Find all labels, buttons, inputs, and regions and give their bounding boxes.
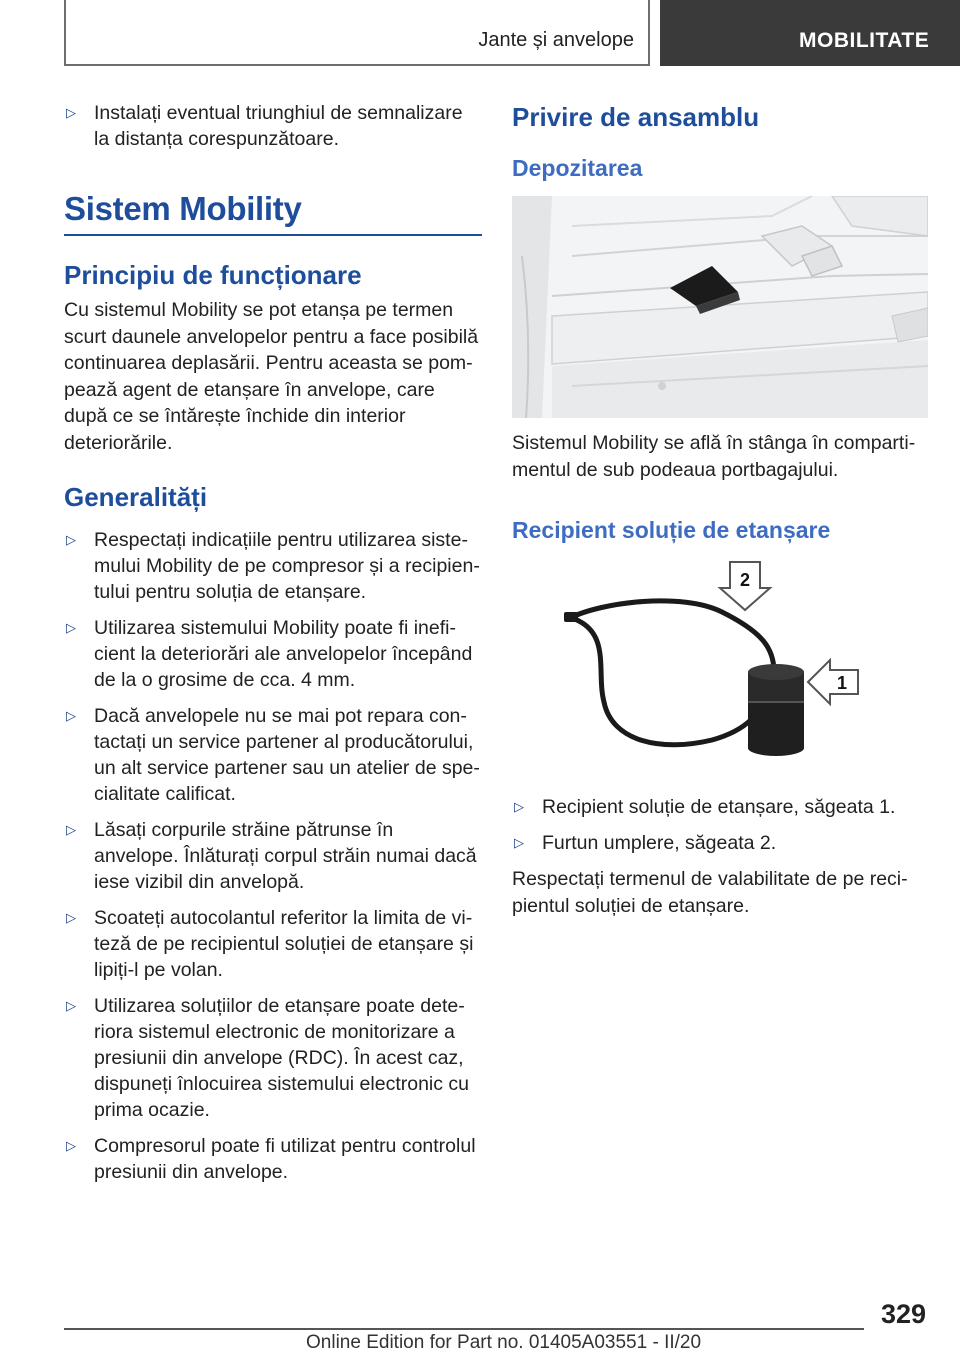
trunk-storage-illustration	[512, 196, 928, 418]
container-bullet	[512, 830, 930, 856]
container-heading: Recipient soluție de etanșare	[512, 517, 831, 543]
general-heading: Generalități	[64, 482, 208, 512]
general-bullet	[64, 1133, 482, 1185]
bullet-triangle-icon: ▷	[514, 835, 524, 850]
container-bullet	[512, 794, 930, 820]
footer-edition: Online Edition for Part no. 01405A03551 - II/20	[306, 1332, 702, 1353]
header-chapter-title: MOBILITATE	[799, 29, 930, 52]
bullet-text: Lăsați corpurile străine pătrunse în anvelope. Înlăturați corpul străin numai dacă iese vizibil din anvelopă.	[94, 819, 477, 893]
bullet-text: Furtun umplere, săgeata 2.	[542, 832, 777, 854]
general-bullet	[64, 993, 482, 1123]
bullet-triangle-icon: ▷	[66, 910, 76, 925]
right-column	[512, 100, 930, 919]
intro-bullet	[64, 100, 482, 152]
bullet-text: Instalați eventual triunghiul de semnalizare la distanța corespunzătoare.	[94, 102, 463, 150]
bullet-triangle-icon: ▷	[514, 799, 524, 814]
bullet-triangle-icon: ▷	[66, 620, 76, 635]
bullet-text: Recipient soluție de etanșare, săgeata 1.	[542, 796, 896, 818]
general-bullet	[64, 817, 482, 895]
bullet-triangle-icon: ▷	[66, 998, 76, 1013]
header-section-title: Jante și anvelope	[478, 29, 634, 51]
footer-divider	[64, 1328, 864, 1330]
bullet-triangle-icon: ▷	[66, 532, 76, 547]
header-section-box	[64, 0, 650, 66]
storage-paragraph: Sistemul Mobility se află în stânga în compartimentul de sub podeaua portbagajului.	[512, 432, 916, 481]
bullet-text: Utilizarea sistemului Mobility poate fi ineficient la deteriorări ale anvelopelor începând de la o grosime de cca. 4 mm.	[94, 617, 473, 691]
bullet-text: Utilizarea soluțiilor de etanșare poate deteriora sistemul electronic de monitorizare a presiunii din anvelope (RDC). În acest caz, dispuneți înlocuirea sistemului electronic cu prima ocazie.	[94, 995, 470, 1121]
section-title: Sistem Mobility	[64, 190, 482, 236]
general-bullet	[64, 703, 482, 807]
principle-paragraph: Cu sistemul Mobility se pot etanșa pe termen scurt daunele anvelopelor pentru a face posibilă continuarea deplasării. Pentru aceasta se pompează agent de etanșare în anvelope, care după ce se întărește închide din interior deteriorările.	[64, 299, 479, 454]
arrow-label-2: 2	[739, 570, 751, 590]
bullet-text: Dacă anvelopele nu se mai pot repara contactați un service partener al producătorului, un alt service partener sau un atelier de specialitate calificat.	[94, 705, 480, 805]
principle-heading: Principiu de funcționare	[64, 260, 362, 290]
general-bullet	[64, 615, 482, 693]
left-column	[64, 100, 482, 1195]
bullet-triangle-icon: ▷	[66, 1138, 76, 1153]
header-chapter-box	[660, 0, 960, 66]
bullet-triangle-icon: ▷	[66, 822, 76, 837]
bullet-triangle-icon: ▷	[66, 105, 76, 120]
bullet-triangle-icon: ▷	[66, 708, 76, 723]
page-number: 329	[880, 1299, 926, 1329]
general-bullet	[64, 905, 482, 983]
general-bullet	[64, 527, 482, 605]
sealant-container-illustration	[512, 552, 928, 782]
bullet-text: Respectați indicațiile pentru utilizarea sistemului Mobility de pe compresor și a recipientului pentru soluția de etanșare.	[94, 529, 480, 603]
bullet-text: Scoateți autocolantul referitor la limita de viteză de pe recipientul soluției de etanșare și lipiți-l pe volan.	[94, 907, 474, 981]
closing-paragraph: Respectați termenul de valabilitate de pe recipientul soluției de etanșare.	[512, 868, 908, 917]
overview-heading: Privire de ansamblu	[512, 102, 760, 132]
bullet-text: Compresorul poate fi utilizat pentru controlul presiunii din anvelope.	[94, 1135, 476, 1183]
storage-heading: Depozitarea	[512, 155, 643, 181]
arrow-label-1: 1	[836, 673, 848, 693]
